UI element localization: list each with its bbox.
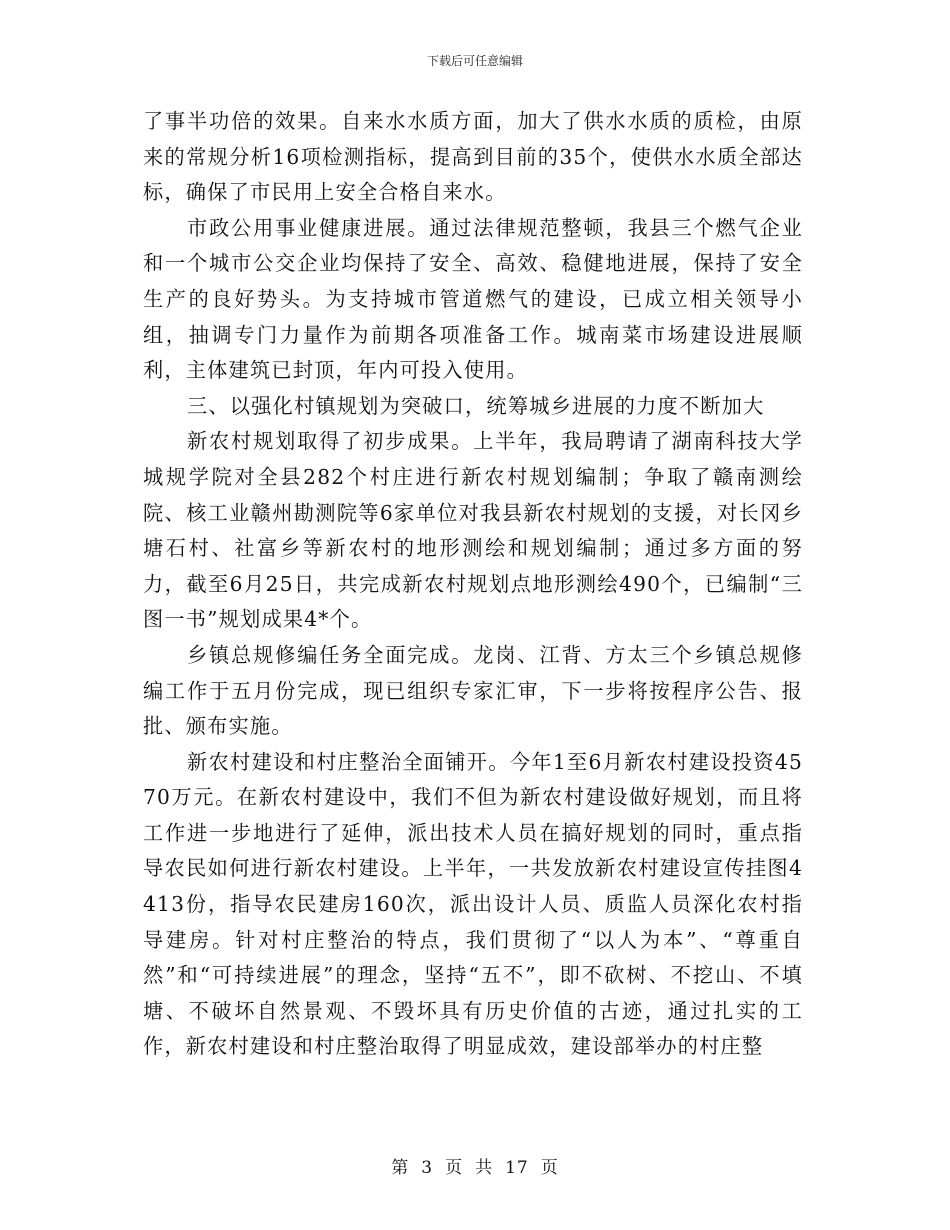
paragraph-5: 新农村建设和村庄整治全面铺开。今年1至6月新农村建设投资4570万元。在新农村建设中，我们不但为新农村建设做好规划，而且将工作进一步地进行了延伸，派出技术人员在搞好规划的同时，重点指导农民如何进行新农村建设。上半年，一共发放新农村建设宣传挂图4413份，指导农民建房160次，派出设计人员、质监人员深化农村指导建房。针对村庄整治的特点，我们贯彻了“以人为本”、“尊重自然”和“可持续进展”的理念，坚持“五不”，即不砍树、不挖山、不填塘、不破坏自然景观、不毁坏具有历史价值的古迹，通过扎实的工作，新农村建设和村庄整治取得了明显成效，建设部举办的村庄整 <box>143 749 803 1059</box>
footer-suffix: 页 <box>540 1158 559 1178</box>
footer-current-page: 3 <box>421 1158 434 1178</box>
section-heading: 三、以强化村镇规划为突破口，统筹城乡进展的力度不断加大 <box>187 393 765 418</box>
footer-prefix: 第 <box>391 1158 410 1178</box>
paragraph-2: 市政公用事业健康进展。通过法律规范整顿，我县三个燃气企业和一个城市公交企业均保持了安全、高效、稳健地进展，保持了安全生产的良好势头。为支持城市管道燃气的建设，已成立相关领导小组，抽调专门力量作为前期各项准备工作。城南菜市场建设进展顺利，主体建筑已封顶，年内可投入使用。 <box>143 215 803 383</box>
paragraph-1: 了事半功倍的效果。自来水水质方面，加大了供水水质的质检，由原来的常规分析16项检测指标，提高到目前的35个，使供水水质全部达标，确保了市民用上安全合格自来水。 <box>143 109 803 205</box>
footer-total-word: 共 <box>475 1158 494 1178</box>
footer-total-pages: 17 <box>505 1158 529 1178</box>
page-header: 下载后可任意编辑 <box>426 54 523 68</box>
paragraph-4: 乡镇总规修编任务全面完成。龙岗、江背、方太三个乡镇总规修编工作于五月份完成，现已组织专家汇审，下一步将按程序公告、报批、颁布实施。 <box>143 642 803 739</box>
document-body <box>143 104 803 1065</box>
page-footer <box>0 1153 950 1178</box>
footer-page-word: 页 <box>445 1158 464 1178</box>
paragraph-3: 新农村规划取得了初步成果。上半年，我局聘请了湖南科技大学城规学院对全县282个村庄进行新农村规划编制；争取了赣南测绘院、核工业赣州勘测院等6家单位对我县新农村规划的支援，对长冈乡塘石村、社富乡等新农村的地形测绘和规划编制；通过多方面的努力，截至6月25日，共完成新农村规划点地形测绘490个，已编制“三图一书”规划成果4*个。 <box>143 429 803 632</box>
